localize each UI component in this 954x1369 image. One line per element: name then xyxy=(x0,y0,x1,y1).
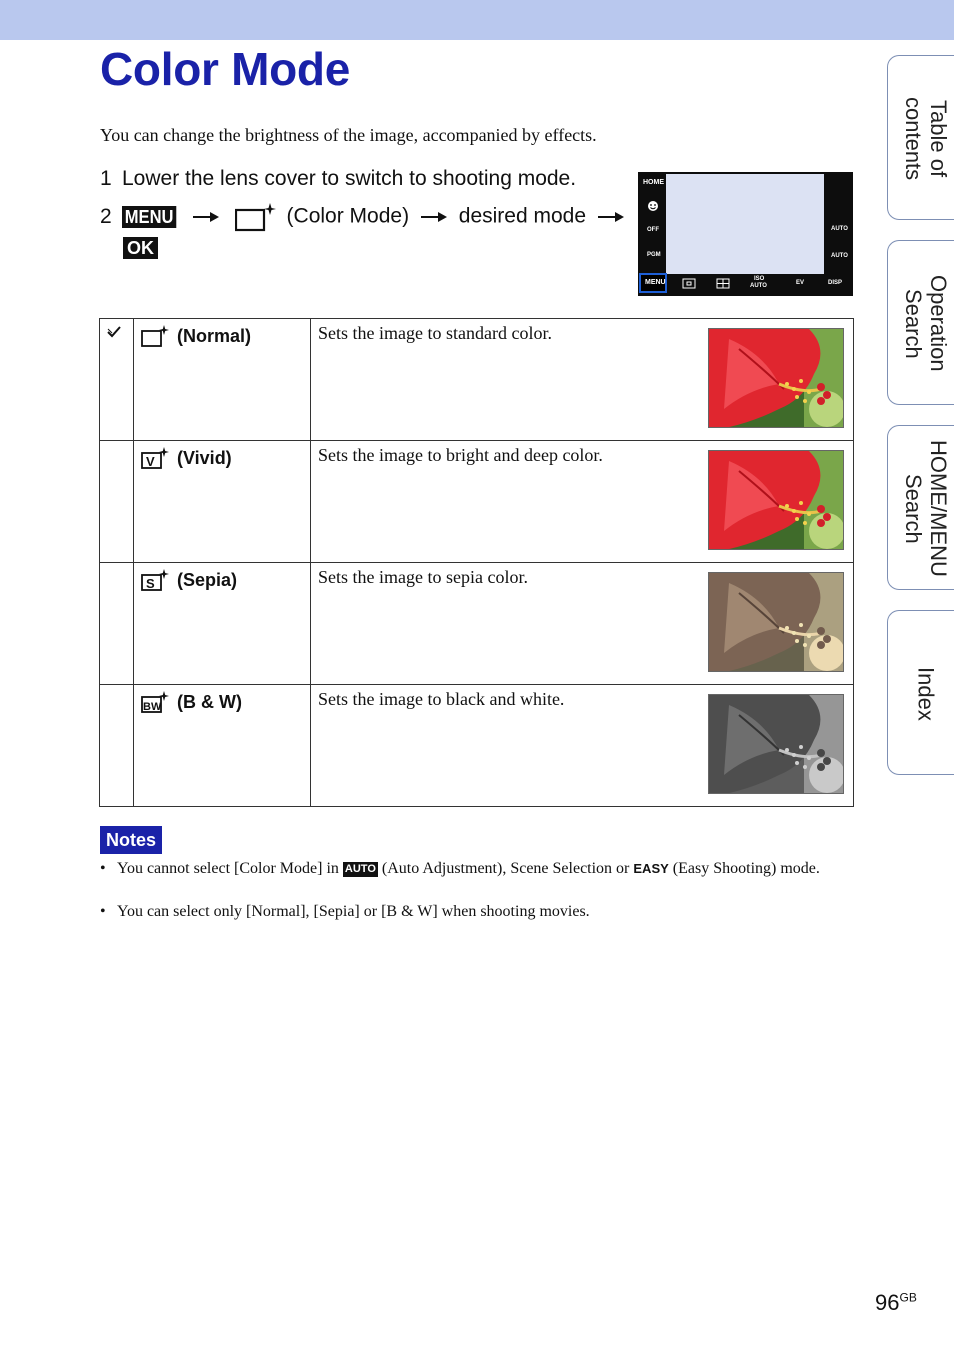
bullet-icon: • xyxy=(100,903,106,920)
tab-label: HOME/MENU Search xyxy=(901,440,951,577)
mode-name-cell xyxy=(134,563,311,685)
note-text: You can select only [Normal], [Sepia] or [B & W] when shooting movies. xyxy=(117,903,590,920)
mode-name: (B & W) xyxy=(177,691,242,712)
mode-description-cell xyxy=(311,563,854,685)
step-1 xyxy=(100,167,576,191)
mode-description: Sets the image to bright and deep color. xyxy=(318,445,603,465)
tab-home-menu-search[interactable] xyxy=(887,425,954,590)
tab-index[interactable] xyxy=(887,610,954,775)
camera-screen xyxy=(638,172,853,296)
mode-description-cell xyxy=(311,685,854,807)
step-number: 2 xyxy=(100,204,112,228)
table-row xyxy=(100,441,854,563)
note-item xyxy=(100,858,840,879)
camera-off-label: OFF xyxy=(647,227,659,233)
svg-text:S: S xyxy=(146,576,155,591)
page-number-value: 96 xyxy=(875,1290,900,1315)
metering-icon xyxy=(716,278,730,289)
color-mode-icon xyxy=(235,202,277,232)
intro-text: You can change the brightness of the image, accompanied by effects. xyxy=(100,125,597,145)
s-mode-icon xyxy=(141,568,171,592)
camera-viewfinder xyxy=(666,174,824,274)
camera-iso-value: AUTO xyxy=(750,283,767,289)
tab-table-of-contents[interactable] xyxy=(887,55,954,220)
svg-text:V: V xyxy=(146,454,155,469)
flower-photo xyxy=(709,695,844,794)
camera-iso-label: ISO xyxy=(754,276,765,282)
sample-image xyxy=(708,694,844,794)
bullet-icon: • xyxy=(100,860,106,877)
normal-mode-icon xyxy=(141,324,171,348)
note-text: You cannot select [Color Mode] in xyxy=(117,860,339,877)
table-row xyxy=(100,685,854,807)
camera-menu-highlight xyxy=(639,273,667,293)
camera-menu-label: MENU xyxy=(645,279,666,286)
mode-name-cell xyxy=(134,319,311,441)
sample-image xyxy=(708,328,844,428)
v-mode-icon xyxy=(141,446,171,470)
default-check-icon xyxy=(106,325,122,339)
header-band xyxy=(0,0,954,40)
mode-description: Sets the image to sepia color. xyxy=(318,567,528,587)
svg-text:BW: BW xyxy=(143,701,162,713)
default-cell xyxy=(100,563,134,685)
tab-label: Index xyxy=(913,666,939,721)
color-mode-text: (Color Mode) xyxy=(286,204,410,228)
page-title: Color Mode xyxy=(100,43,350,95)
note-text: (Easy Shooting) mode. xyxy=(672,860,820,877)
bw-mode-icon xyxy=(141,690,171,714)
arrow-right-icon xyxy=(598,212,624,222)
flower-photo xyxy=(709,329,844,428)
default-cell xyxy=(100,685,134,807)
default-cell xyxy=(100,319,134,441)
table-row xyxy=(100,319,854,441)
mode-name: (Normal) xyxy=(177,325,252,346)
mode-name-cell xyxy=(134,685,311,807)
sample-image xyxy=(708,572,844,672)
camera-disp-label: DISP xyxy=(828,280,843,286)
sample-image xyxy=(708,450,844,550)
camera-flash-label: AUTO xyxy=(831,226,848,232)
auto-adjustment-icon: AUTO xyxy=(344,863,376,875)
table-row xyxy=(100,563,854,685)
step-number: 1 xyxy=(100,167,112,190)
step-text: Lower the lens cover to switch to shooting mode. xyxy=(122,167,577,190)
notes-label: Notes xyxy=(100,826,162,854)
color-mode-table xyxy=(99,318,854,807)
arrow-right-icon xyxy=(193,212,219,222)
easy-shooting-icon: EASY xyxy=(633,861,669,876)
menu-button-icon: MENU xyxy=(122,206,176,228)
mode-name: (Vivid) xyxy=(177,447,232,468)
tab-operation-search[interactable] xyxy=(887,240,954,405)
smile-shutter-icon xyxy=(647,200,659,212)
note-item xyxy=(100,901,840,922)
mode-description: Sets the image to black and white. xyxy=(318,689,565,709)
flower-photo xyxy=(709,573,844,672)
mode-name: (Sepia) xyxy=(177,569,238,590)
camera-pgm-label: PGM xyxy=(647,252,661,258)
tab-label: Table of contents xyxy=(901,96,951,181)
arrow-right-icon xyxy=(421,212,447,222)
camera-home-label: HOME xyxy=(643,179,664,186)
tab-label: Operation Search xyxy=(901,275,951,372)
flower-photo xyxy=(709,451,844,550)
camera-macro-label: AUTO xyxy=(831,253,848,259)
mode-description-cell xyxy=(311,319,854,441)
mode-name-cell xyxy=(134,441,311,563)
step-2 xyxy=(100,202,630,232)
page-suffix: GB xyxy=(899,1290,917,1305)
desired-mode-text: desired mode xyxy=(458,204,587,228)
camera-ev-label: EV xyxy=(796,280,805,286)
mode-description-cell xyxy=(311,441,854,563)
ok-button-icon: OK xyxy=(123,237,158,259)
default-cell xyxy=(100,441,134,563)
mode-description: Sets the image to standard color. xyxy=(318,323,552,343)
note-text: (Auto Adjustment), Scene Selection or xyxy=(381,860,630,877)
focus-icon xyxy=(682,278,696,289)
page-number xyxy=(875,1290,917,1316)
